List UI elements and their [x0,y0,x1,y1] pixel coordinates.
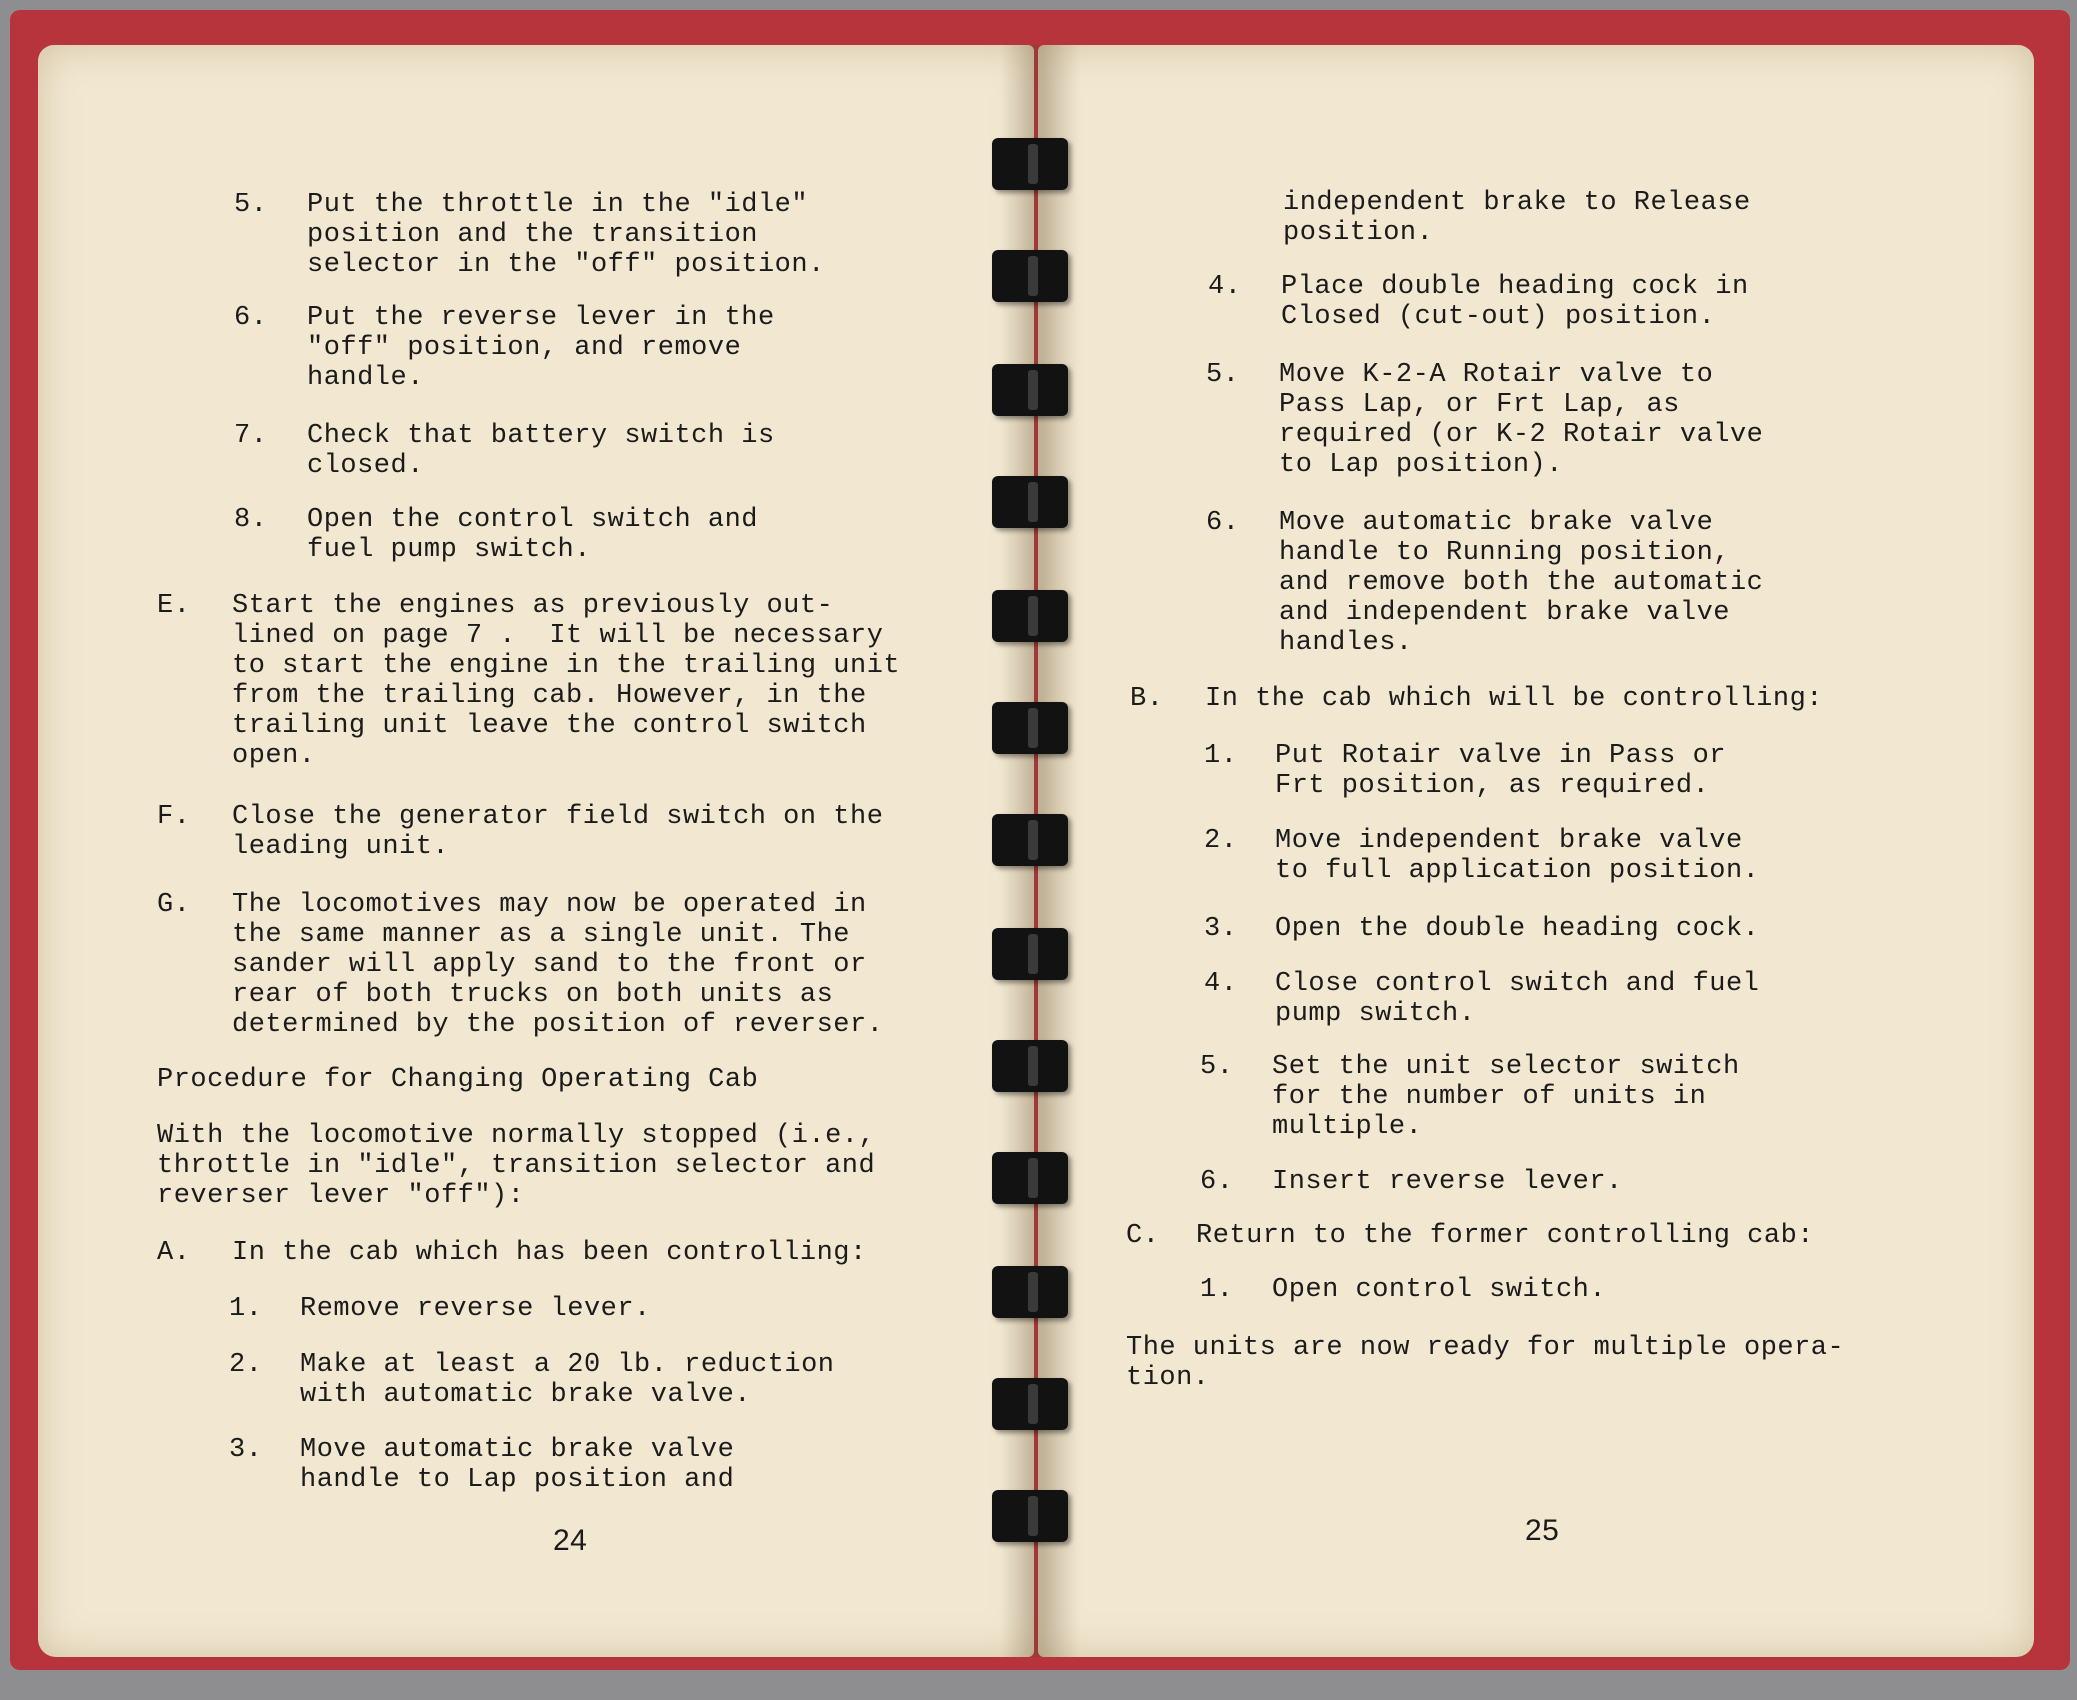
item-label: 6. [234,303,268,333]
item-text: Put Rotair valve in Pass or Frt position, as required. [1275,741,1726,801]
item-text: Check that battery switch is closed. [307,421,775,481]
binding-ring [992,1378,1068,1430]
item-label: 2. [1204,826,1238,856]
item-text: Place double heading cock in Closed (cut-out) position. [1281,272,1749,332]
item-label: 2. [229,1350,263,1380]
binding-ring [992,250,1068,302]
binding-ring [992,702,1068,754]
item-label: 7. [234,421,268,451]
binding-ring [992,590,1068,642]
item-label: 5. [234,190,268,220]
section-label: A. [157,1238,191,1268]
item-text: Move automatic brake valve handle to Running position, and remove both the automatic and independent brake valve handles. [1279,508,1764,658]
item-text: Move automatic brake valve handle to Lap position and [300,1435,735,1495]
item-label: 1. [229,1294,263,1324]
item-label: 4. [1208,272,1242,302]
item-text: Close the generator field switch on the leading unit. [232,802,884,862]
item-text: Put the throttle in the "idle" position and the transition selector in the "off" position. [307,190,825,280]
item-text: Open control switch. [1272,1275,1607,1305]
procedure-intro: With the locomotive normally stopped (i.e., throttle in "idle", transition selector and reverser lever "off"): [157,1121,876,1211]
item-text: Return to the former controlling cab: [1196,1221,1814,1251]
item-label: 3. [1204,914,1238,944]
item-text: Start the engines as previously out- lined on page 7 . It will be necessary to start the engine in the trailing unit from the trailing cab. However, in the trailing unit leave the control switch open. [232,591,901,771]
item-text: Put the reverse lever in the "off" position, and remove handle. [307,303,775,393]
item-text: Move independent brake valve to full application position. [1275,826,1760,886]
item-text: In the cab which will be controlling: [1205,684,1823,714]
item-text: independent brake to Release position. [1283,188,1751,248]
page-number: 25 [1525,1514,1560,1547]
item-text: Make at least a 20 lb. reduction with automatic brake valve. [300,1350,835,1410]
item-label: 6. [1200,1167,1234,1197]
item-text: Close control switch and fuel pump switch. [1275,969,1760,1029]
item-label: 1. [1204,741,1238,771]
item-text: The locomotives may now be operated in the same manner as a single unit. The sander will apply sand to the front or rear of both trucks on both units as determined by the position of reverser. [232,890,884,1040]
item-text: Move K-2-A Rotair valve to Pass Lap, or Frt Lap, as required (or K-2 Rotair valve to Lap position). [1279,360,1764,480]
item-label: 5. [1206,360,1240,390]
section-label: B. [1130,684,1164,714]
item-text: In the cab which has been controlling: [232,1238,867,1268]
item-label: 3. [229,1435,263,1465]
binding-ring [992,814,1068,866]
item-text: Remove reverse lever. [300,1294,651,1324]
item-label: 1. [1200,1275,1234,1305]
binding-ring [992,364,1068,416]
section-label: C. [1126,1221,1160,1251]
binding-ring [992,1490,1068,1542]
item-label: 5. [1200,1052,1234,1082]
item-text: Open the double heading cock. [1275,914,1760,944]
item-text: Set the unit selector switch for the number of units in multiple. [1272,1052,1740,1142]
binding-ring [992,1266,1068,1318]
section-label: E. [157,591,191,621]
binding-ring [992,928,1068,980]
item-text: Insert reverse lever. [1272,1167,1623,1197]
procedure-heading: Procedure for Changing Operating Cab [157,1065,759,1095]
item-label: 4. [1204,969,1238,999]
closing-note: The units are now ready for multiple opera- tion. [1126,1333,1845,1393]
item-text: Open the control switch and fuel pump switch. [307,505,758,565]
section-label: F. [157,802,191,832]
item-label: 8. [234,505,268,535]
binding-ring [992,1152,1068,1204]
page-number: 24 [553,1524,588,1557]
section-label: G. [157,890,191,920]
item-label: 6. [1206,508,1240,538]
binding-ring [992,476,1068,528]
binding-ring [992,138,1068,190]
binding-ring [992,1040,1068,1092]
